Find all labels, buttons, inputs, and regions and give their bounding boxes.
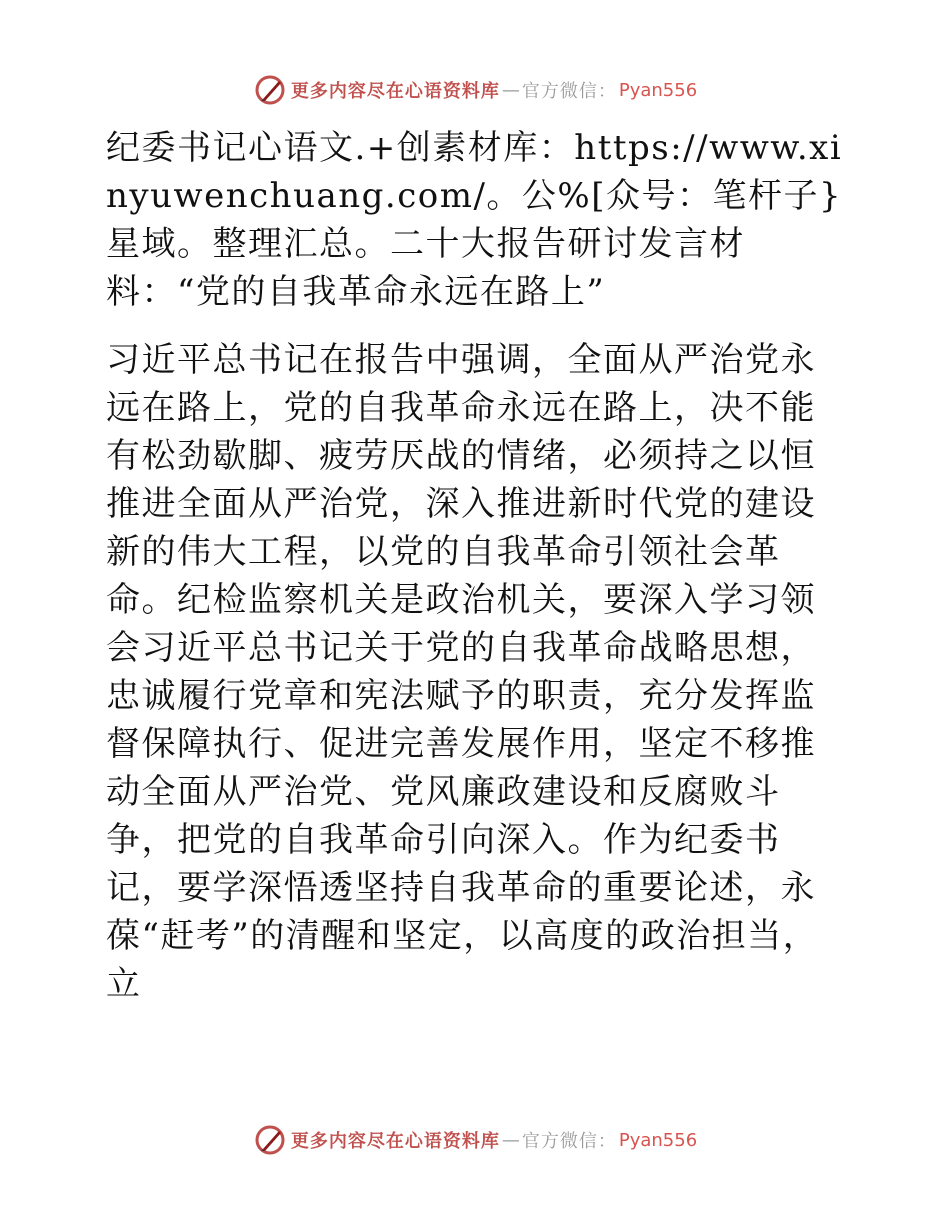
watermark-wechat-id: Pyan556 (618, 79, 698, 101)
pen-logo-icon (253, 73, 287, 107)
watermark-text: 更多内容尽在心语资料库 (290, 1131, 500, 1152)
watermark-wechat-id: Pyan556 (618, 1129, 698, 1151)
watermark-wechat-label: 官方微信： (521, 81, 617, 102)
title-paragraph: 纪委书记心语文.+创素材库：https://www.xinyuwenchuang.com/。公%[众号：笔杆子}星域。整理汇总。二十大报告研讨发言材料：“党的自我革命永远在路上” (106, 128, 843, 312)
watermark-text: 更多内容尽在心语资料库 (290, 81, 500, 102)
pen-logo-icon (253, 1123, 287, 1157)
watermark-separator: — (501, 79, 520, 101)
footer-watermark (0, 1120, 950, 1160)
header-watermark (0, 70, 950, 110)
document-body (98, 124, 850, 1008)
watermark-separator: — (501, 1129, 520, 1151)
watermark-wechat-label: 官方微信： (521, 1131, 617, 1152)
body-paragraph: 习近平总书记在报告中强调，全面从严治党永远在路上，党的自我革命永远在路上，决不能有松劲歇脚、疲劳厌战的情绪，必须持之以恒推进全面从严治党，深入推进新时代党的建设新的伟大工程，以党的自我革命引领社会革命。纪检监察机关是政治机关，要深入学习领会习近平总书记关于党的自我革命战略思想，忠诚履行党章和宪法赋予的职责，充分发挥监督保障执行、促进完善发展作用，坚定不移推动全面从严治党、党风廉政建设和反腐败斗争，把党的自我革命引向深入。作为纪委书记，要学深悟透坚持自我革命的重要论述，永葆“赶考”的清醒和坚定，以高度的政治担当，立 (106, 340, 819, 1004)
